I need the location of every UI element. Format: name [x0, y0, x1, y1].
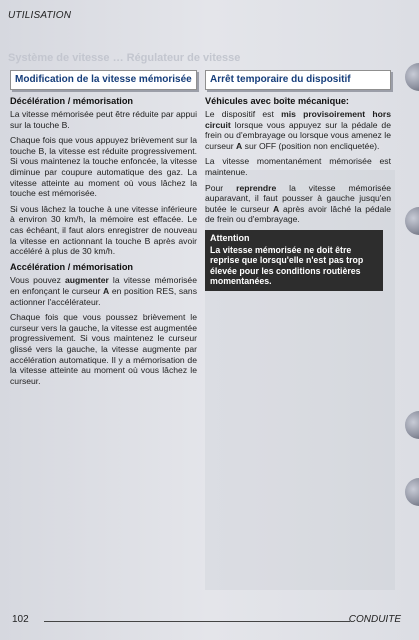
- paragraph-increase-speed: [10, 275, 197, 307]
- page-section-header: UTILISATION: [8, 10, 72, 21]
- key-a-label: A: [103, 286, 110, 296]
- right-section-heading: Arrêt temporaire du dispositif: [205, 70, 391, 90]
- paragraph-press-b: Chaque fois que vous appuyez brièvement sur la touche B, la vitesse est réduite progressivement. Si vous maintenez la touche enfoncée, la vitesse diminue par coupure automatique des gaz. La vitesse atteinte au moment où vous lâchez la touche est mémorisée.: [10, 135, 197, 199]
- paragraph-memory-erased: Si vous lâchez la touche à une vitesse inférieure à environ 30 km/h, la mémoire est effacée. Le cas échéant, il faut alors enregistrer de nouveau la vitesse en actionnant la touche B après avoir accéléré à plus de 30 km/h.: [10, 203, 197, 257]
- text-span: la vitesse mémorisée auparavant, il faut pousser à gauche jusqu'en butée le curseur: [205, 182, 391, 214]
- subheading-manual-gearbox: Véhicules avec boîte mécanique:: [205, 95, 349, 106]
- binder-tab-icon: [405, 411, 419, 439]
- attention-box: [205, 230, 383, 291]
- text-span: sur OFF (position non encliquetée).: [242, 140, 380, 151]
- left-column: [10, 70, 197, 391]
- footer-divider: [44, 621, 350, 622]
- chapter-label: CONDUITE: [348, 614, 401, 625]
- right-column: [205, 70, 391, 291]
- text-span: Pour: [205, 182, 237, 193]
- text-span: après avoir lâché la pédale de frein ou d'embrayage.: [205, 203, 391, 225]
- paragraph-speed-kept: La vitesse momentanément mémorisée est maintenue.: [205, 156, 391, 178]
- binder-tab-icon: [405, 478, 419, 506]
- attention-text: La vitesse mémorisée ne doit être reprise que lorsqu'elle n'est pas trop élevée pour les conditions routières momentanées.: [210, 244, 364, 287]
- attention-title: Attention: [210, 233, 250, 244]
- paragraph-resume: [205, 183, 391, 225]
- page-number: 102: [12, 614, 29, 625]
- binder-tab-icon: [405, 207, 419, 235]
- text-span: lorsque vous appuyez sur la pédale de frein ou d'embrayage ou lorsque vous amenez le curseur: [205, 119, 391, 151]
- binder-tab-icon: [405, 63, 419, 91]
- emphasis-augmenter: augmenter: [64, 275, 109, 286]
- emphasis-reprendre: reprendre: [236, 182, 277, 193]
- emphasis-hors-circuit: mis provisoirement hors circuit: [205, 109, 391, 130]
- paragraph-reduce-speed: La vitesse mémorisée peut être réduite par appui sur la touche B.: [10, 109, 197, 130]
- key-a-label: A: [236, 140, 243, 151]
- text-span: la vitesse mémorisée en enfonçant le curseur: [10, 275, 197, 296]
- bleed-through-title: Système de vitesse … Régulateur de vitesse: [8, 52, 241, 64]
- text-span: Le dispositif est: [205, 109, 282, 120]
- paragraph-push-left: Chaque fois que vous poussez brièvement le curseur vers la gauche, la vitesse est augmentée progressivement. Si vous maintenez le curseur glissé vers la gauche, la vitesse augmente par accélération automatique. Il y a mémorisation de la vitesse atteinte au moment où vous lâchez le curseur.: [10, 312, 197, 386]
- text-span: en position RES, sans actionner l'accélérateur.: [10, 286, 197, 307]
- subheading-deceleration: Décélération / mémorisation: [10, 95, 134, 106]
- key-a-label: A: [273, 203, 280, 214]
- left-section-heading: Modification de la vitesse mémorisée: [10, 70, 197, 90]
- text-span: Vous pouvez: [10, 275, 65, 286]
- paragraph-temporary-off: [205, 109, 391, 151]
- subheading-acceleration: Accélération / mémorisation: [10, 261, 134, 272]
